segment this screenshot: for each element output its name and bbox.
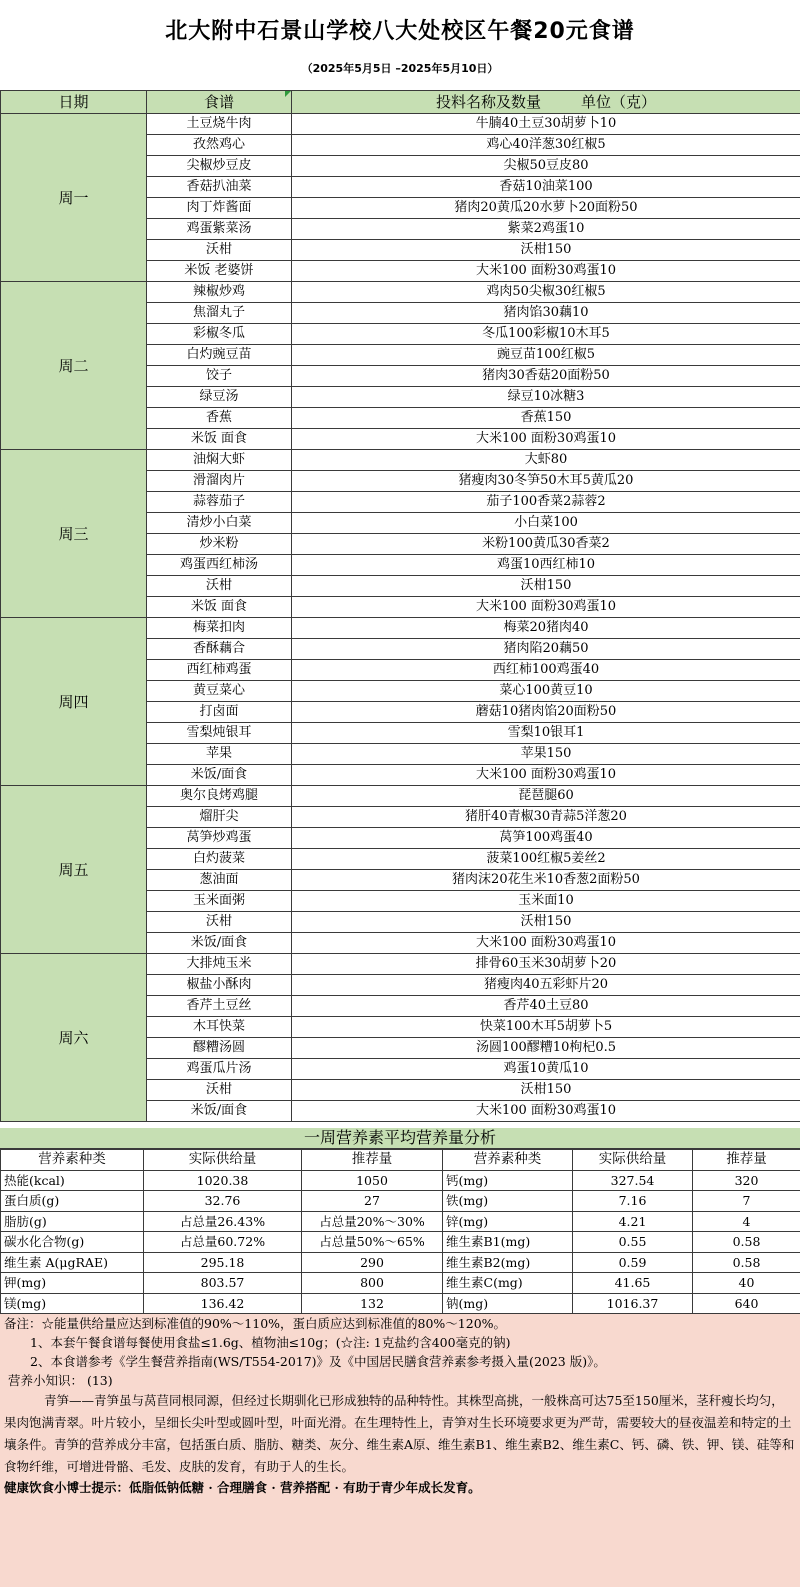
nutrient-name: 脂肪(g): [1, 1211, 144, 1232]
ingredients: 猪肉陷20藕50: [292, 639, 800, 660]
nutrient-value: 640: [693, 1293, 800, 1314]
ingredients: 沃柑150: [292, 912, 800, 933]
dish-name: 莴笋炒鸡蛋: [147, 828, 292, 849]
ingredients: 尖椒50豆皮80: [292, 156, 800, 177]
ingredients: 紫菜2鸡蛋10: [292, 219, 800, 240]
dish-name: 玉米面粥: [147, 891, 292, 912]
dish-name: 米饭 老婆饼: [147, 261, 292, 282]
ingredients: 雪梨10银耳1: [292, 723, 800, 744]
dish-name: 米饭/面食: [147, 765, 292, 786]
header-date: 日期: [1, 91, 147, 114]
dish-name: 米饭 面食: [147, 429, 292, 450]
ingredients: 猪肝40青椒30青蒜5洋葱20: [292, 807, 800, 828]
nutrient-value: 40: [693, 1273, 800, 1294]
nutrient-value: 占总量26.43%: [144, 1211, 302, 1232]
ingredients: 大米100 面粉30鸡蛋10: [292, 765, 800, 786]
nutrient-value: 0.59: [573, 1252, 693, 1273]
dish-name: 肉丁炸酱面: [147, 198, 292, 219]
nutrient-value: 327.54: [573, 1170, 693, 1191]
nutrient-name: 维生素B1(mg): [443, 1232, 573, 1253]
ingredients: 牛腩40土豆30胡萝卜10: [292, 114, 800, 135]
dish-name: 鸡蛋紫菜汤: [147, 219, 292, 240]
dish-name: 米饭/面食: [147, 1101, 292, 1122]
menu-row: [1, 954, 800, 975]
comment-marker-icon: [285, 91, 291, 97]
dish-name: 焦溜丸子: [147, 303, 292, 324]
dish-name: 沃柑: [147, 240, 292, 261]
dish-name: 香芹土豆丝: [147, 996, 292, 1017]
nutrient-name: 钙(mg): [443, 1170, 573, 1191]
nutrition-row: [1, 1273, 800, 1294]
nutrient-name: 蛋白质(g): [1, 1191, 144, 1212]
ingredients: 小白菜100: [292, 513, 800, 534]
dish-name: 香酥藕合: [147, 639, 292, 660]
ingredients: 猪肉馅30藕10: [292, 303, 800, 324]
dish-name: 蒜蓉茄子: [147, 492, 292, 513]
ingredients: 大米100 面粉30鸡蛋10: [292, 1101, 800, 1122]
nutrition-header-cell: 营养素种类: [1, 1150, 144, 1171]
ingredients: 西红柿100鸡蛋40: [292, 660, 800, 681]
ingredients: 大虾80: [292, 450, 800, 471]
dish-name: 葱油面: [147, 870, 292, 891]
nutrition-row: [1, 1232, 800, 1253]
dish-name: 椒盐小酥肉: [147, 975, 292, 996]
knowledge-text: 青笋——青笋虽与莴苣同根同源，但经过长期驯化已形成独特的品种特性。其株型高挑，一般株高可达75至150厘米，茎秆瘦长均匀，果肉饱满青翠。叶片较小，呈细长尖叶型或圆叶型，叶面光滑。在生理特性上，青笋对生长环境要求更为严苛，需要较大的昼夜温差和特定的土壤条件。青笋的营养成分丰富，包括蛋白质、脂肪、糖类、灰分、维生素A原、维生素B1、维生素B2、维生素C、钙、磷、铁、钾、镁、硅等和食物纤维，可增进骨骼、毛发、皮肤的发育，有助于人的生长。: [4, 1393, 795, 1474]
ingredients: 沃柑150: [292, 240, 800, 261]
header-recipe: 食谱: [147, 91, 292, 114]
ingredients: 玉米面10: [292, 891, 800, 912]
nutrition-row: [1, 1191, 800, 1212]
nutrition-header-cell: 推荐量: [302, 1150, 443, 1171]
nutrition-row: [1, 1252, 800, 1273]
nutrient-name: 维生素 A(μgRAE): [1, 1252, 144, 1273]
dish-name: 沃柑: [147, 912, 292, 933]
nutrient-name: 维生素B2(mg): [443, 1252, 573, 1273]
nutrient-value: 占总量60.72%: [144, 1232, 302, 1253]
ingredients: 香芹40土豆80: [292, 996, 800, 1017]
ingredients: 猪肉30香菇20面粉50: [292, 366, 800, 387]
nutrient-value: 占总量50%～65%: [302, 1232, 443, 1253]
menu-row: [1, 450, 800, 471]
ingredients: 冬瓜100彩椒10木耳5: [292, 324, 800, 345]
dish-name: 白灼菠菜: [147, 849, 292, 870]
dish-name: 熘肝尖: [147, 807, 292, 828]
note-reference: 2、本食谱参考《学生餐营养指南(WS/T554-2017)》及《中国居民膳食营养素参考摄入量(2023 版)》。: [30, 1354, 606, 1369]
nutrient-name: 热能(kcal): [1, 1170, 144, 1191]
dish-name: 米饭/面食: [147, 933, 292, 954]
dish-name: 沃柑: [147, 1080, 292, 1101]
dish-name: 黄豆菜心: [147, 681, 292, 702]
nutrition-header-cell: 推荐量: [693, 1150, 800, 1171]
nutrient-value: 0.58: [693, 1252, 800, 1273]
dish-name: 沃柑: [147, 576, 292, 597]
header-unit-label: 单位（克）: [581, 93, 657, 111]
remark-text: 备注：☆能量供给量应达到标准值的90%～110%，蛋白质应达到标准值的80%～120%。: [4, 1316, 507, 1331]
dish-name: 雪梨炖银耳: [147, 723, 292, 744]
nutrition-table: [0, 1149, 800, 1314]
nutrient-value: 占总量20%～30%: [302, 1211, 443, 1232]
nutrition-row: [1, 1211, 800, 1232]
menu-row: [1, 786, 800, 807]
ingredients: 鸡肉50尖椒30红椒5: [292, 282, 800, 303]
nutrition-header-row: [1, 1150, 800, 1171]
day-label: 周三: [1, 450, 147, 618]
ingredients: 菠菜100红椒5姜丝2: [292, 849, 800, 870]
nutrient-name: 铁(mg): [443, 1191, 573, 1212]
nutrient-name: 碳水化合物(g): [1, 1232, 144, 1253]
header-ingredients-label: 投料名称及数量: [435, 93, 541, 111]
ingredients: 茄子100香菜2蒜蓉2: [292, 492, 800, 513]
nutrient-value: 1020.38: [144, 1170, 302, 1191]
dish-name: 油焖大虾: [147, 450, 292, 471]
nutrient-name: 锌(mg): [443, 1211, 573, 1232]
dish-name: 大排炖玉米: [147, 954, 292, 975]
ingredients: 大米100 面粉30鸡蛋10: [292, 429, 800, 450]
nutrient-value: 27: [302, 1191, 443, 1212]
dish-name: 辣椒炒鸡: [147, 282, 292, 303]
dish-name: 鸡蛋瓜片汤: [147, 1059, 292, 1080]
dish-name: 彩椒冬瓜: [147, 324, 292, 345]
nutrition-title: 一周营养素平均营养量分析: [0, 1128, 800, 1149]
ingredients: 苹果150: [292, 744, 800, 765]
dish-name: 香菇扒油菜: [147, 177, 292, 198]
dish-name: 孜然鸡心: [147, 135, 292, 156]
day-label: 周六: [1, 954, 147, 1122]
nutrition-header-cell: 营养素种类: [443, 1150, 573, 1171]
ingredients: 米粉100黄瓜30香菜2: [292, 534, 800, 555]
day-label: 周一: [1, 114, 147, 282]
day-label: 周二: [1, 282, 147, 450]
nutrient-value: 4: [693, 1211, 800, 1232]
nutrient-value: 800: [302, 1273, 443, 1294]
ingredients: 沃柑150: [292, 576, 800, 597]
day-label: 周五: [1, 786, 147, 954]
nutrition-section: [0, 1128, 800, 1587]
ingredients: 猪肉沫20花生米10香葱2面粉50: [292, 870, 800, 891]
nutrient-value: 4.21: [573, 1211, 693, 1232]
ingredients: 菜心100黄豆10: [292, 681, 800, 702]
nutrient-value: 7.16: [573, 1191, 693, 1212]
nutrient-value: 1050: [302, 1170, 443, 1191]
ingredients: 豌豆苗100红椒5: [292, 345, 800, 366]
ingredients: 琵琶腿60: [292, 786, 800, 807]
dish-name: 苹果: [147, 744, 292, 765]
dish-name: 鸡蛋西红柿汤: [147, 555, 292, 576]
ingredients: 猪肉20黄瓜20水萝卜20面粉50: [292, 198, 800, 219]
nutrient-value: 7: [693, 1191, 800, 1212]
dish-name: 米饭 面食: [147, 597, 292, 618]
nutrition-row: [1, 1293, 800, 1314]
nutrient-value: 320: [693, 1170, 800, 1191]
ingredients: 鸡心40洋葱30红椒5: [292, 135, 800, 156]
nutrient-value: 0.58: [693, 1232, 800, 1253]
dish-name: 炒米粉: [147, 534, 292, 555]
ingredients: 鸡蛋10黄瓜10: [292, 1059, 800, 1080]
dish-name: 木耳快菜: [147, 1017, 292, 1038]
nutrient-value: 803.57: [144, 1273, 302, 1294]
health-tip: 健康饮食小博士提示：低脂低钠低糖 · 合理膳食 · 营养搭配 · 有助于青少年成长发育。: [4, 1480, 481, 1495]
ingredients: 大米100 面粉30鸡蛋10: [292, 933, 800, 954]
ingredients: 香菇10油菜100: [292, 177, 800, 198]
note-salt-oil: 1、本套午餐食谱每餐使用食盐≤1.6g、植物油≤10g；(☆注: 1克盐约含400毫克的钠): [30, 1335, 511, 1350]
nutrient-value: 290: [302, 1252, 443, 1273]
nutrient-name: 钾(mg): [1, 1273, 144, 1294]
dish-name: 尖椒炒豆皮: [147, 156, 292, 177]
ingredients: 莴笋100鸡蛋40: [292, 828, 800, 849]
ingredients: 鸡蛋10西红柿10: [292, 555, 800, 576]
ingredients: 排骨60玉米30胡萝卜20: [292, 954, 800, 975]
nutrition-row: [1, 1170, 800, 1191]
dish-name: 饺子: [147, 366, 292, 387]
knowledge-title: 营养小知识： (13): [8, 1373, 113, 1388]
nutrient-value: 32.76: [144, 1191, 302, 1212]
nutrition-header-cell: 实际供给量: [573, 1150, 693, 1171]
ingredients: 快菜100木耳5胡萝卜5: [292, 1017, 800, 1038]
nutrient-name: 钠(mg): [443, 1293, 573, 1314]
dish-name: 白灼豌豆苗: [147, 345, 292, 366]
ingredients: 蘑菇10猪肉馅20面粉50: [292, 702, 800, 723]
dish-name: 绿豆汤: [147, 387, 292, 408]
nutrient-value: 132: [302, 1293, 443, 1314]
dish-name: 奥尔良烤鸡腿: [147, 786, 292, 807]
ingredients: 沃柑150: [292, 1080, 800, 1101]
ingredients: 香蕉150: [292, 408, 800, 429]
menu-header-row: [1, 91, 800, 114]
ingredients: 大米100 面粉30鸡蛋10: [292, 261, 800, 282]
ingredients: 绿豆10冰糖3: [292, 387, 800, 408]
nutrient-value: 41.65: [573, 1273, 693, 1294]
ingredients: 大米100 面粉30鸡蛋10: [292, 597, 800, 618]
menu-row: [1, 114, 800, 135]
dish-name: 梅菜扣肉: [147, 618, 292, 639]
ingredients: 汤圆100醪糟10枸杞0.5: [292, 1038, 800, 1059]
dish-name: 滑溜肉片: [147, 471, 292, 492]
dish-name: 香蕉: [147, 408, 292, 429]
dish-name: 醪糟汤圆: [147, 1038, 292, 1059]
ingredients: 猪瘦肉40五彩虾片20: [292, 975, 800, 996]
dish-name: 打卤面: [147, 702, 292, 723]
dish-name: 清炒小白菜: [147, 513, 292, 534]
ingredients: 梅菜20猪肉40: [292, 618, 800, 639]
dish-name: 西红柿鸡蛋: [147, 660, 292, 681]
nutrient-name: 维生素C(mg): [443, 1273, 573, 1294]
nutrient-name: 镁(mg): [1, 1293, 144, 1314]
ingredients: 猪瘦肉30冬笋50木耳5黄瓜20: [292, 471, 800, 492]
header-ingredients: [292, 91, 800, 114]
date-range: （2025年5月5日 –2025年5月10日）: [301, 62, 499, 75]
menu-row: [1, 618, 800, 639]
dish-name: 土豆烧牛肉: [147, 114, 292, 135]
nutrition-header-cell: 实际供给量: [144, 1150, 302, 1171]
day-label: 周四: [1, 618, 147, 786]
menu-table: [0, 90, 800, 1122]
page-title: 北大附中石景山学校八大处校区午餐20元食谱: [165, 19, 635, 44]
notes-section: [0, 1314, 800, 1497]
nutrient-value: 1016.37: [573, 1293, 693, 1314]
nutrient-value: 136.42: [144, 1293, 302, 1314]
nutrient-value: 295.18: [144, 1252, 302, 1273]
menu-row: [1, 282, 800, 303]
nutrient-value: 0.55: [573, 1232, 693, 1253]
